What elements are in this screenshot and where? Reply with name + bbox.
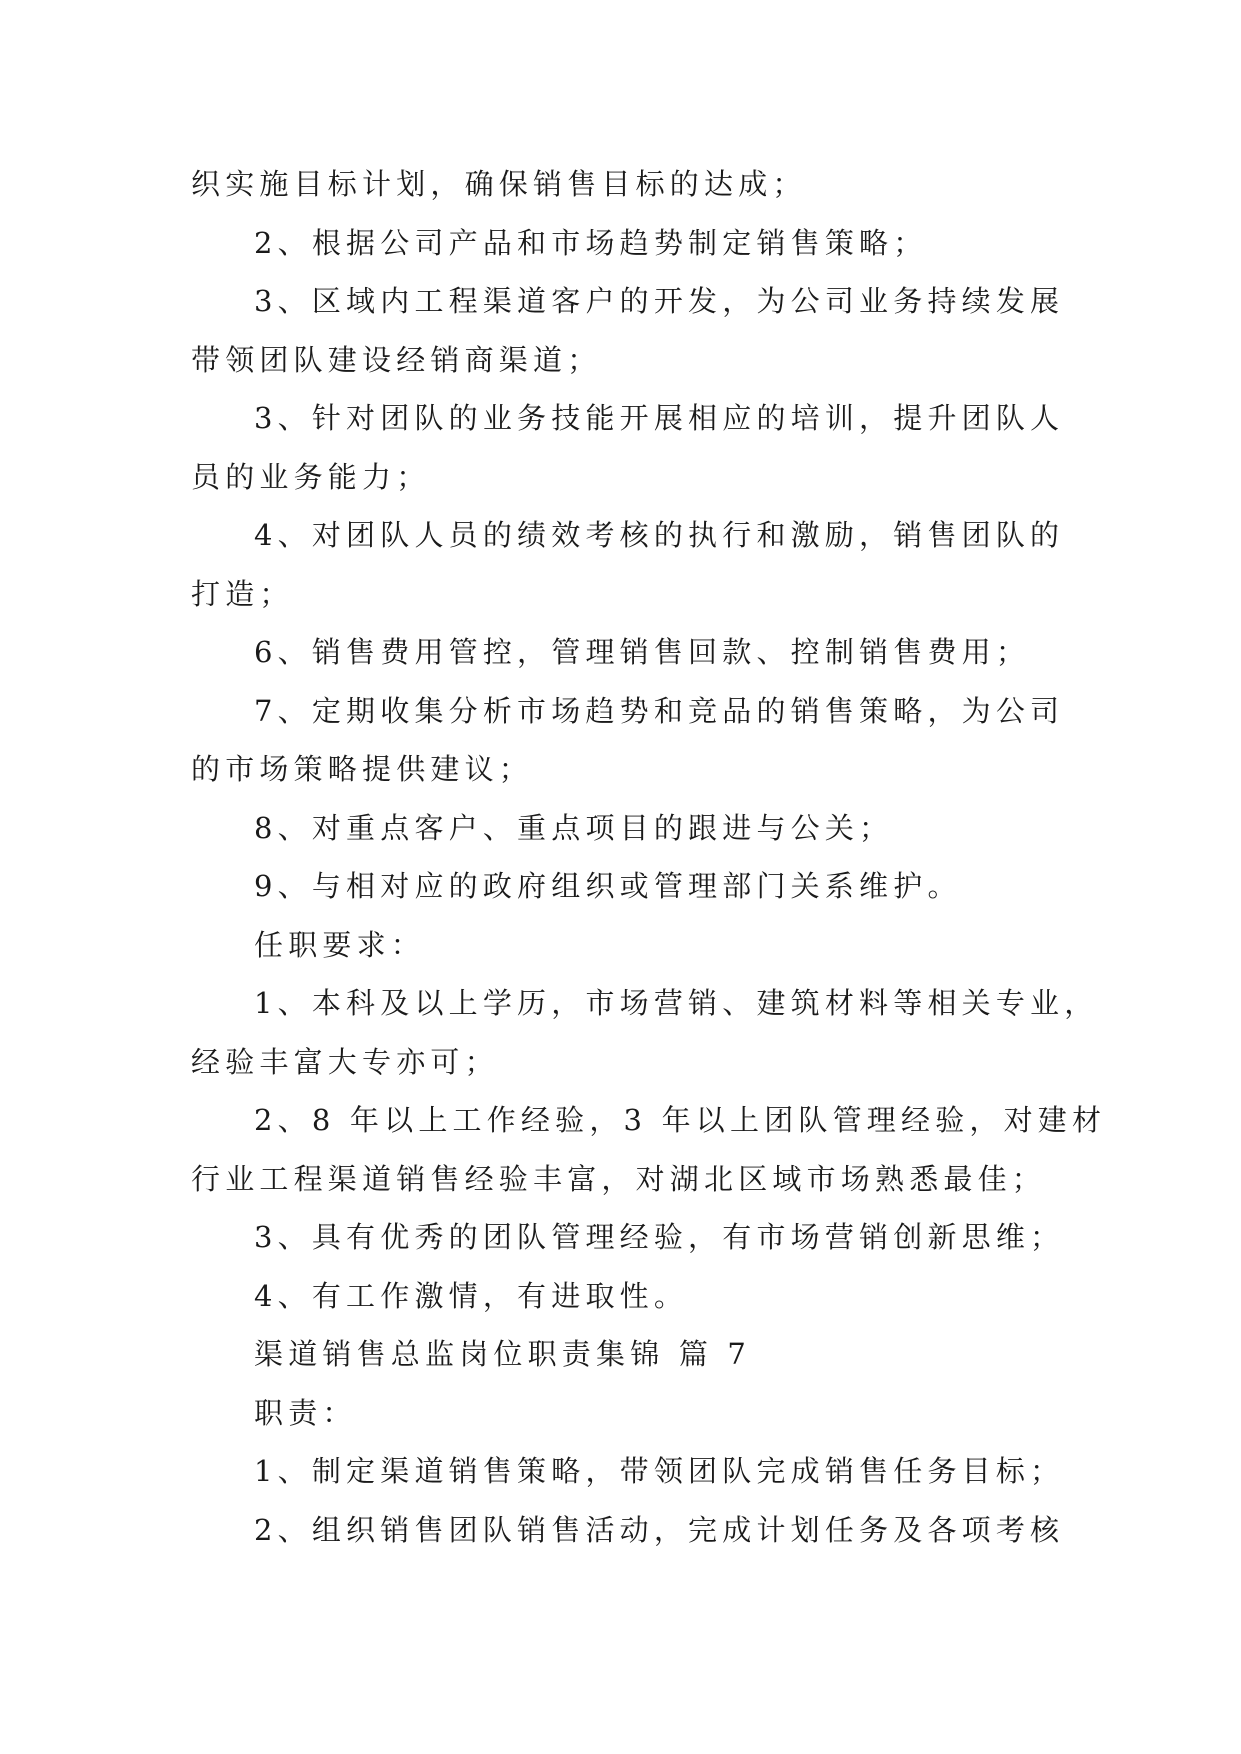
text-line: 渠道销售总监岗位职责集锦 篇 7 <box>254 1337 752 1371</box>
text-line: 2、根据公司产品和市场趋势制定销售策略； <box>254 225 928 260</box>
text-line: 的市场策略提供建议； <box>191 752 534 786</box>
text-line: 员的业务能力； <box>191 459 431 494</box>
text-line: 经验丰富大专亦可； <box>191 1044 499 1079</box>
document-body <box>191 155 1107 1559</box>
text-line: 打造； <box>191 576 294 611</box>
text-line: 2、组织销售团队销售活动，完成计划任务及各项考核 <box>254 1512 1065 1547</box>
text-line: 1、本科及以上学历，市场营销、建筑材料等相关专业， <box>254 986 1099 1020</box>
text-line: 职责： <box>254 1395 357 1430</box>
text-line: 9、与相对应的政府组织或管理部门关系维护。 <box>254 869 962 903</box>
text-line: 8、对重点客户、重点项目的跟进与公关； <box>254 810 894 845</box>
text-line: 6、销售费用管控，管理销售回款、控制销售费用； <box>254 635 1031 669</box>
text-line: 带领团队建设经销商渠道； <box>191 342 602 377</box>
text-line: 行业工程渠道销售经验丰富，对湖北区域市场熟悉最佳； <box>191 1161 1047 1196</box>
text-line: 任职要求： <box>254 927 426 962</box>
text-line: 3、区域内工程渠道客户的开发，为公司业务持续发展 <box>254 284 1065 318</box>
text-line: 3、针对团队的业务技能开展相应的培训，提升团队人 <box>254 401 1065 435</box>
text-line: 7、定期收集分析市场趋势和竞品的销售策略，为公司 <box>254 693 1065 728</box>
text-line: 1、制定渠道销售策略，带领团队完成销售任务目标； <box>254 1454 1065 1488</box>
text-line: 织实施目标计划，确保销售目标的达成； <box>191 167 807 201</box>
text-line: 4、有工作激情，有进取性。 <box>254 1278 689 1313</box>
text-line: 2、8 年以上工作经验，3 年以上团队管理经验，对建材 <box>254 1103 1107 1137</box>
text-line: 3、具有优秀的团队管理经验，有市场营销创新思维； <box>254 1220 1065 1254</box>
text-line: 4、对团队人员的绩效考核的执行和激励，销售团队的 <box>254 518 1065 552</box>
